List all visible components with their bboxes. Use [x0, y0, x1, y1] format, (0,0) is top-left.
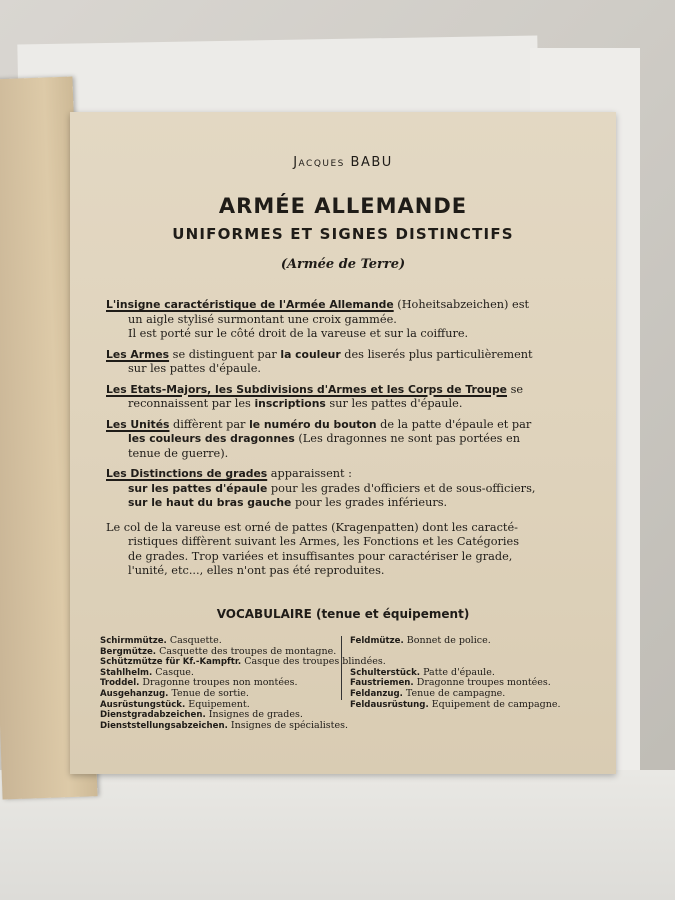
text: de la patte d'épaule et par [376, 417, 532, 431]
text: se distinguent par [169, 347, 281, 361]
paragraph-grades [106, 467, 578, 511]
keyword: la couleur [280, 347, 341, 361]
vocabulary-entry [350, 700, 590, 711]
paragraph-insigne [106, 298, 578, 342]
vocabulary-entry [350, 647, 590, 658]
text: sur les pattes d'épaule. [325, 397, 463, 410]
vocabulary-term: Ausrüstungstück. [100, 699, 186, 710]
keyword: Les Unités [106, 417, 170, 431]
vocabulary-definition: Tenue de sortie. [168, 687, 249, 699]
text: (Hoheitsabzeichen) est [393, 298, 530, 311]
text: un aigle stylisé surmontant une croix gammée. [128, 312, 397, 326]
paragraphs [106, 298, 578, 585]
keyword: Les Etats-Majors, les Subdivisions d'Armes et les Corps de Troupe [106, 382, 507, 396]
keyword: Les Armes [106, 347, 170, 361]
vocabulary-definition: Equipement. [185, 698, 250, 710]
keyword: L'insigne caractéristique de l'Armée Allemande [106, 298, 394, 311]
vocabulary-right-column [350, 636, 590, 710]
vocabulary-term: Dienstgradabzeichen. [100, 710, 206, 721]
vocabulary-definition: Casque. [152, 666, 194, 678]
keyword: Les Distinctions de grades [106, 467, 268, 480]
vocabulary-definition: Dragonne troupes montées. [413, 677, 551, 689]
vocabulary-term: Schirmmütze. [100, 636, 167, 646]
paragraph-etats-majors [106, 383, 578, 412]
vocabulary-entry [100, 656, 386, 668]
vocabulary-term: Bergmütze. [100, 646, 157, 657]
vocabulary-definition: Patte d'épaule. [420, 666, 495, 678]
vocabulary-definition: Insignes de grades. [205, 709, 303, 721]
text: de grades. Trop variées et insuffisantes pour caractériser le grade, [128, 549, 513, 563]
vocabulary-definition: Insignes de spécialistes. [227, 719, 348, 731]
text: reconnaissent par les [128, 397, 255, 410]
vocabulary-definition: Casque des troupes blindées. [241, 656, 386, 668]
vocabulary-term: Feldausrüstung. [350, 699, 429, 710]
paragraph-armes [106, 348, 578, 377]
vocabulary-title: VOCABULAIRE (tenue et équipement) [216, 607, 470, 621]
vocabulary-entry [350, 636, 590, 647]
author-name: Jacques BABU [293, 155, 393, 170]
vocabulary-definition: Casquette. [166, 635, 222, 646]
background-paper-bottom [0, 770, 675, 900]
text: ristiques diffèrent suivant les Armes, les Fonctions et les Catégories [128, 535, 519, 548]
paragraph-col [106, 521, 578, 579]
keyword: sur le haut du bras gauche [128, 496, 292, 509]
vocabulary-definition: Tenue de campagne. [402, 687, 506, 699]
vocabulary-definition: Equipement de campagne. [428, 698, 561, 710]
vocabulary-term: Stahlhelm. [100, 667, 153, 678]
vocabulary-term: Faustriemen. [350, 678, 414, 689]
text: pour les grades d'officiers et de sous-officiers, [267, 481, 536, 495]
page-subsubtitle: (Armée de Terre) [280, 257, 406, 272]
text: Il est porté sur le côté droit de la vareuse et sur la coiffure. [128, 327, 469, 340]
page-subtitle: UNIFORMES ET SIGNES DISTINCTIFS [172, 225, 514, 243]
vocabulary-definition: Casquette des troupes de montagne. [156, 645, 337, 657]
paragraph-unites [106, 418, 578, 462]
text: Le col de la vareuse est orné de pattes (Kragenpatten) dont les caracté- [106, 520, 518, 534]
text: diffèrent par [169, 417, 250, 431]
keyword: inscriptions [254, 397, 326, 410]
vocabulary-term: Feldmütze. [350, 636, 404, 646]
vocabulary-term: Schützmütze für Kf.-Kampftr. [100, 657, 242, 668]
keyword: sur les pattes d'épaule [128, 481, 268, 495]
keyword: les couleurs des dragonnes [128, 432, 295, 445]
page-title: ARMÉE ALLEMANDE [218, 194, 468, 218]
text: tenue de guerre). [128, 446, 229, 460]
vocabulary-definition: Bonnet de police. [403, 635, 491, 646]
keyword: le numéro du bouton [249, 417, 377, 431]
text: sur les pattes d'épaule. [128, 362, 262, 375]
vocabulary-term: Schulterstück. [350, 667, 421, 678]
text: pour les grades inférieurs. [291, 496, 448, 509]
vocabulary-term: Ausgehanzug. [100, 688, 169, 699]
vocabulary-definition: Dragonne troupes non montées. [139, 677, 298, 689]
vocabulary-entry [100, 721, 370, 732]
text: se [507, 382, 524, 396]
text: (Les dragonnes ne sont pas portées en [294, 432, 520, 445]
booklet-page [70, 112, 616, 774]
text: des liserés plus particulièrement [340, 347, 533, 361]
vocabulary-term: Troddel. [100, 678, 140, 689]
vocabulary-term: Dienststellungsabzeichen. [100, 720, 228, 731]
text: apparaissent : [267, 467, 352, 480]
vocabulary-term: Feldanzug. [350, 688, 403, 699]
text: l'unité, etc..., elles n'ont pas été reproduites. [128, 564, 385, 577]
